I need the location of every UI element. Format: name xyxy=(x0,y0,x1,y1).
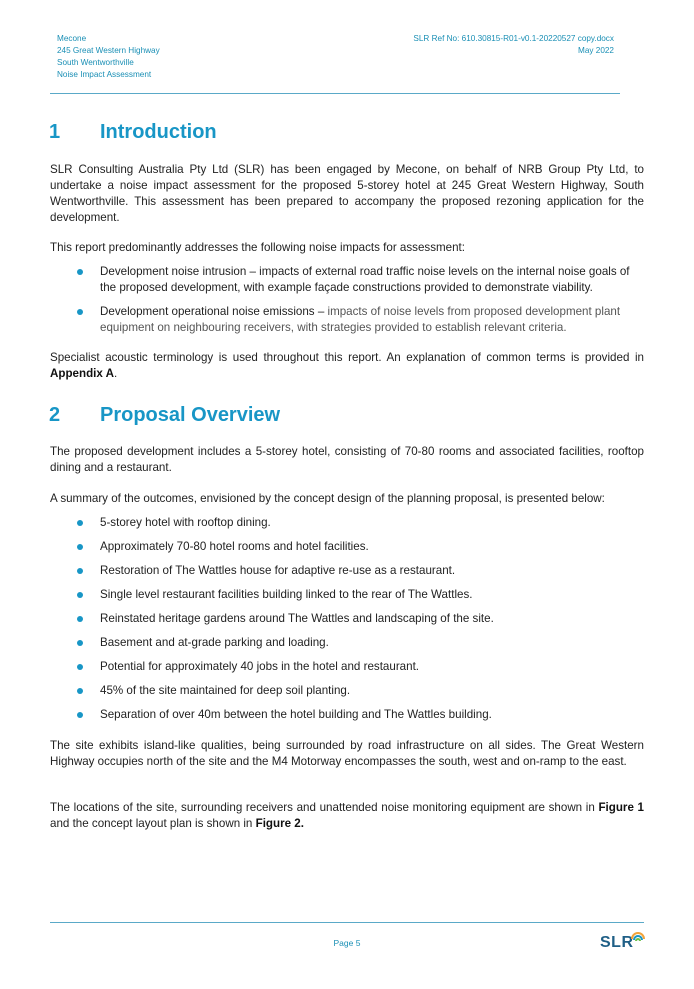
list-item xyxy=(50,707,644,723)
section-1-heading xyxy=(49,121,217,144)
bullet-icon xyxy=(77,520,83,526)
list-item xyxy=(50,683,644,699)
slr-logo-mark-icon xyxy=(631,930,645,944)
bullet-text: Basement and at-grade parking and loading. xyxy=(100,636,329,649)
list-item xyxy=(50,563,644,579)
bullet-text-rest: impacts of noise levels from proposed development plant equipment on neighbouring receivers, with strategies provided to establish relevant criteria. xyxy=(100,305,621,334)
section-2-bullet-list xyxy=(50,515,644,723)
list-item xyxy=(50,539,644,555)
header-address: 245 Great Western Highway xyxy=(57,46,160,55)
header-client-block xyxy=(57,33,160,81)
section-1-para-3 xyxy=(50,350,644,382)
para-text: The locations of the site, surrounding receivers and unattended noise monitoring equipment are shown in xyxy=(50,801,599,814)
para-end: . xyxy=(113,367,118,380)
list-item xyxy=(50,515,644,531)
figure-1-reference: Figure 1 xyxy=(598,801,644,814)
section-2-heading xyxy=(49,404,280,427)
bullet-text: Potential for approximately 40 jobs in the hotel and restaurant. xyxy=(100,660,420,673)
list-item xyxy=(50,635,644,651)
bullet-icon xyxy=(77,688,83,694)
header-suburb: South Wentworthville xyxy=(57,58,134,67)
bullet-text: 45% of the site maintained for deep soil planting. xyxy=(100,684,351,697)
bullet-icon xyxy=(77,592,83,598)
bullet-icon xyxy=(77,568,83,574)
bullet-text: Restoration of The Wattles house for adaptive re-use as a restaurant. xyxy=(100,564,456,577)
slr-logo xyxy=(600,930,648,954)
bullet-text: Separation of over 40m between the hotel building and The Wattles building. xyxy=(100,708,492,721)
section-2-title: Proposal Overview xyxy=(100,404,281,426)
header-ref: SLR Ref No: 610.30815-R01-v0.1-20220527 copy.docx xyxy=(413,34,614,43)
figure-2-reference: Figure 2. xyxy=(255,817,304,830)
header-ref-block xyxy=(413,33,614,57)
list-item xyxy=(50,659,644,675)
para-text: and the concept layout plan is shown in xyxy=(50,817,256,830)
header-divider xyxy=(50,93,620,94)
bullet-text: Single level restaurant facilities building linked to the rear of The Wattles. xyxy=(100,588,473,601)
section-1-bullet-list xyxy=(50,264,644,336)
footer-divider xyxy=(50,922,644,923)
bullet-text: Development noise intrusion – impacts of external road traffic noise levels on the internal noise goals of the proposed development, with example façade constructions provided to demonstrate viability. xyxy=(100,265,630,294)
header-client-name: Mecone xyxy=(57,34,87,43)
bullet-icon xyxy=(77,309,83,315)
header-date: May 2022 xyxy=(578,46,614,55)
para-text: Specialist acoustic terminology is used throughout this report. An explanation of common terms is provided in xyxy=(50,351,644,364)
section-2-para-3: The site exhibits island-like qualities, being surrounded by road infrastructure on all sides. The Great Western Highway occupies north of the site and the M4 Motorway encompasses the south, west and on-ramp to the east. xyxy=(50,739,644,768)
bullet-text: Approximately 70-80 hotel rooms and hotel facilities. xyxy=(100,540,369,553)
section-2-number: 2 xyxy=(49,404,61,426)
bullet-text-lead: Development operational noise emissions – xyxy=(100,305,328,318)
list-item xyxy=(50,611,644,627)
list-item xyxy=(50,304,644,336)
list-item xyxy=(50,587,644,603)
bullet-icon xyxy=(77,269,83,275)
bullet-text: Reinstated heritage gardens around The Wattles and landscaping of the site. xyxy=(100,612,494,625)
section-1-title: Introduction xyxy=(100,121,217,143)
section-2-para-2: A summary of the outcomes, envisioned by the concept design of the planning proposal, is presented below: xyxy=(50,492,605,505)
header-report-title: Noise Impact Assessment xyxy=(57,70,152,79)
bullet-icon xyxy=(77,544,83,550)
appendix-reference: Appendix A xyxy=(50,367,114,380)
section-1-para-2: This report predominantly addresses the following noise impacts for assessment: xyxy=(50,241,465,254)
section-1-para-1: SLR Consulting Australia Pty Ltd (SLR) has been engaged by Mecone, on behalf of NRB Group Pty Ltd, to undertake a noise impact assessment for the proposed 5-storey hotel at 245 Great Western Highway, South Wentworthville. This assessment has been prepared to accompany the proposed rezoning application for the development. xyxy=(50,163,644,224)
bullet-text: 5-storey hotel with rooftop dining. xyxy=(100,516,271,529)
bullet-icon xyxy=(77,664,83,670)
section-2-para-1: The proposed development includes a 5-storey hotel, consisting of 70-80 rooms and associated facilities, rooftop dining and a restaurant. xyxy=(50,445,644,474)
list-item xyxy=(50,264,644,296)
bullet-icon xyxy=(77,640,83,646)
bullet-icon xyxy=(77,616,83,622)
bullet-icon xyxy=(77,712,83,718)
page-number: Page 5 xyxy=(333,938,361,948)
section-1-number: 1 xyxy=(49,121,61,143)
section-2-para-4 xyxy=(50,800,644,832)
slr-logo-text: SLR xyxy=(600,934,634,951)
